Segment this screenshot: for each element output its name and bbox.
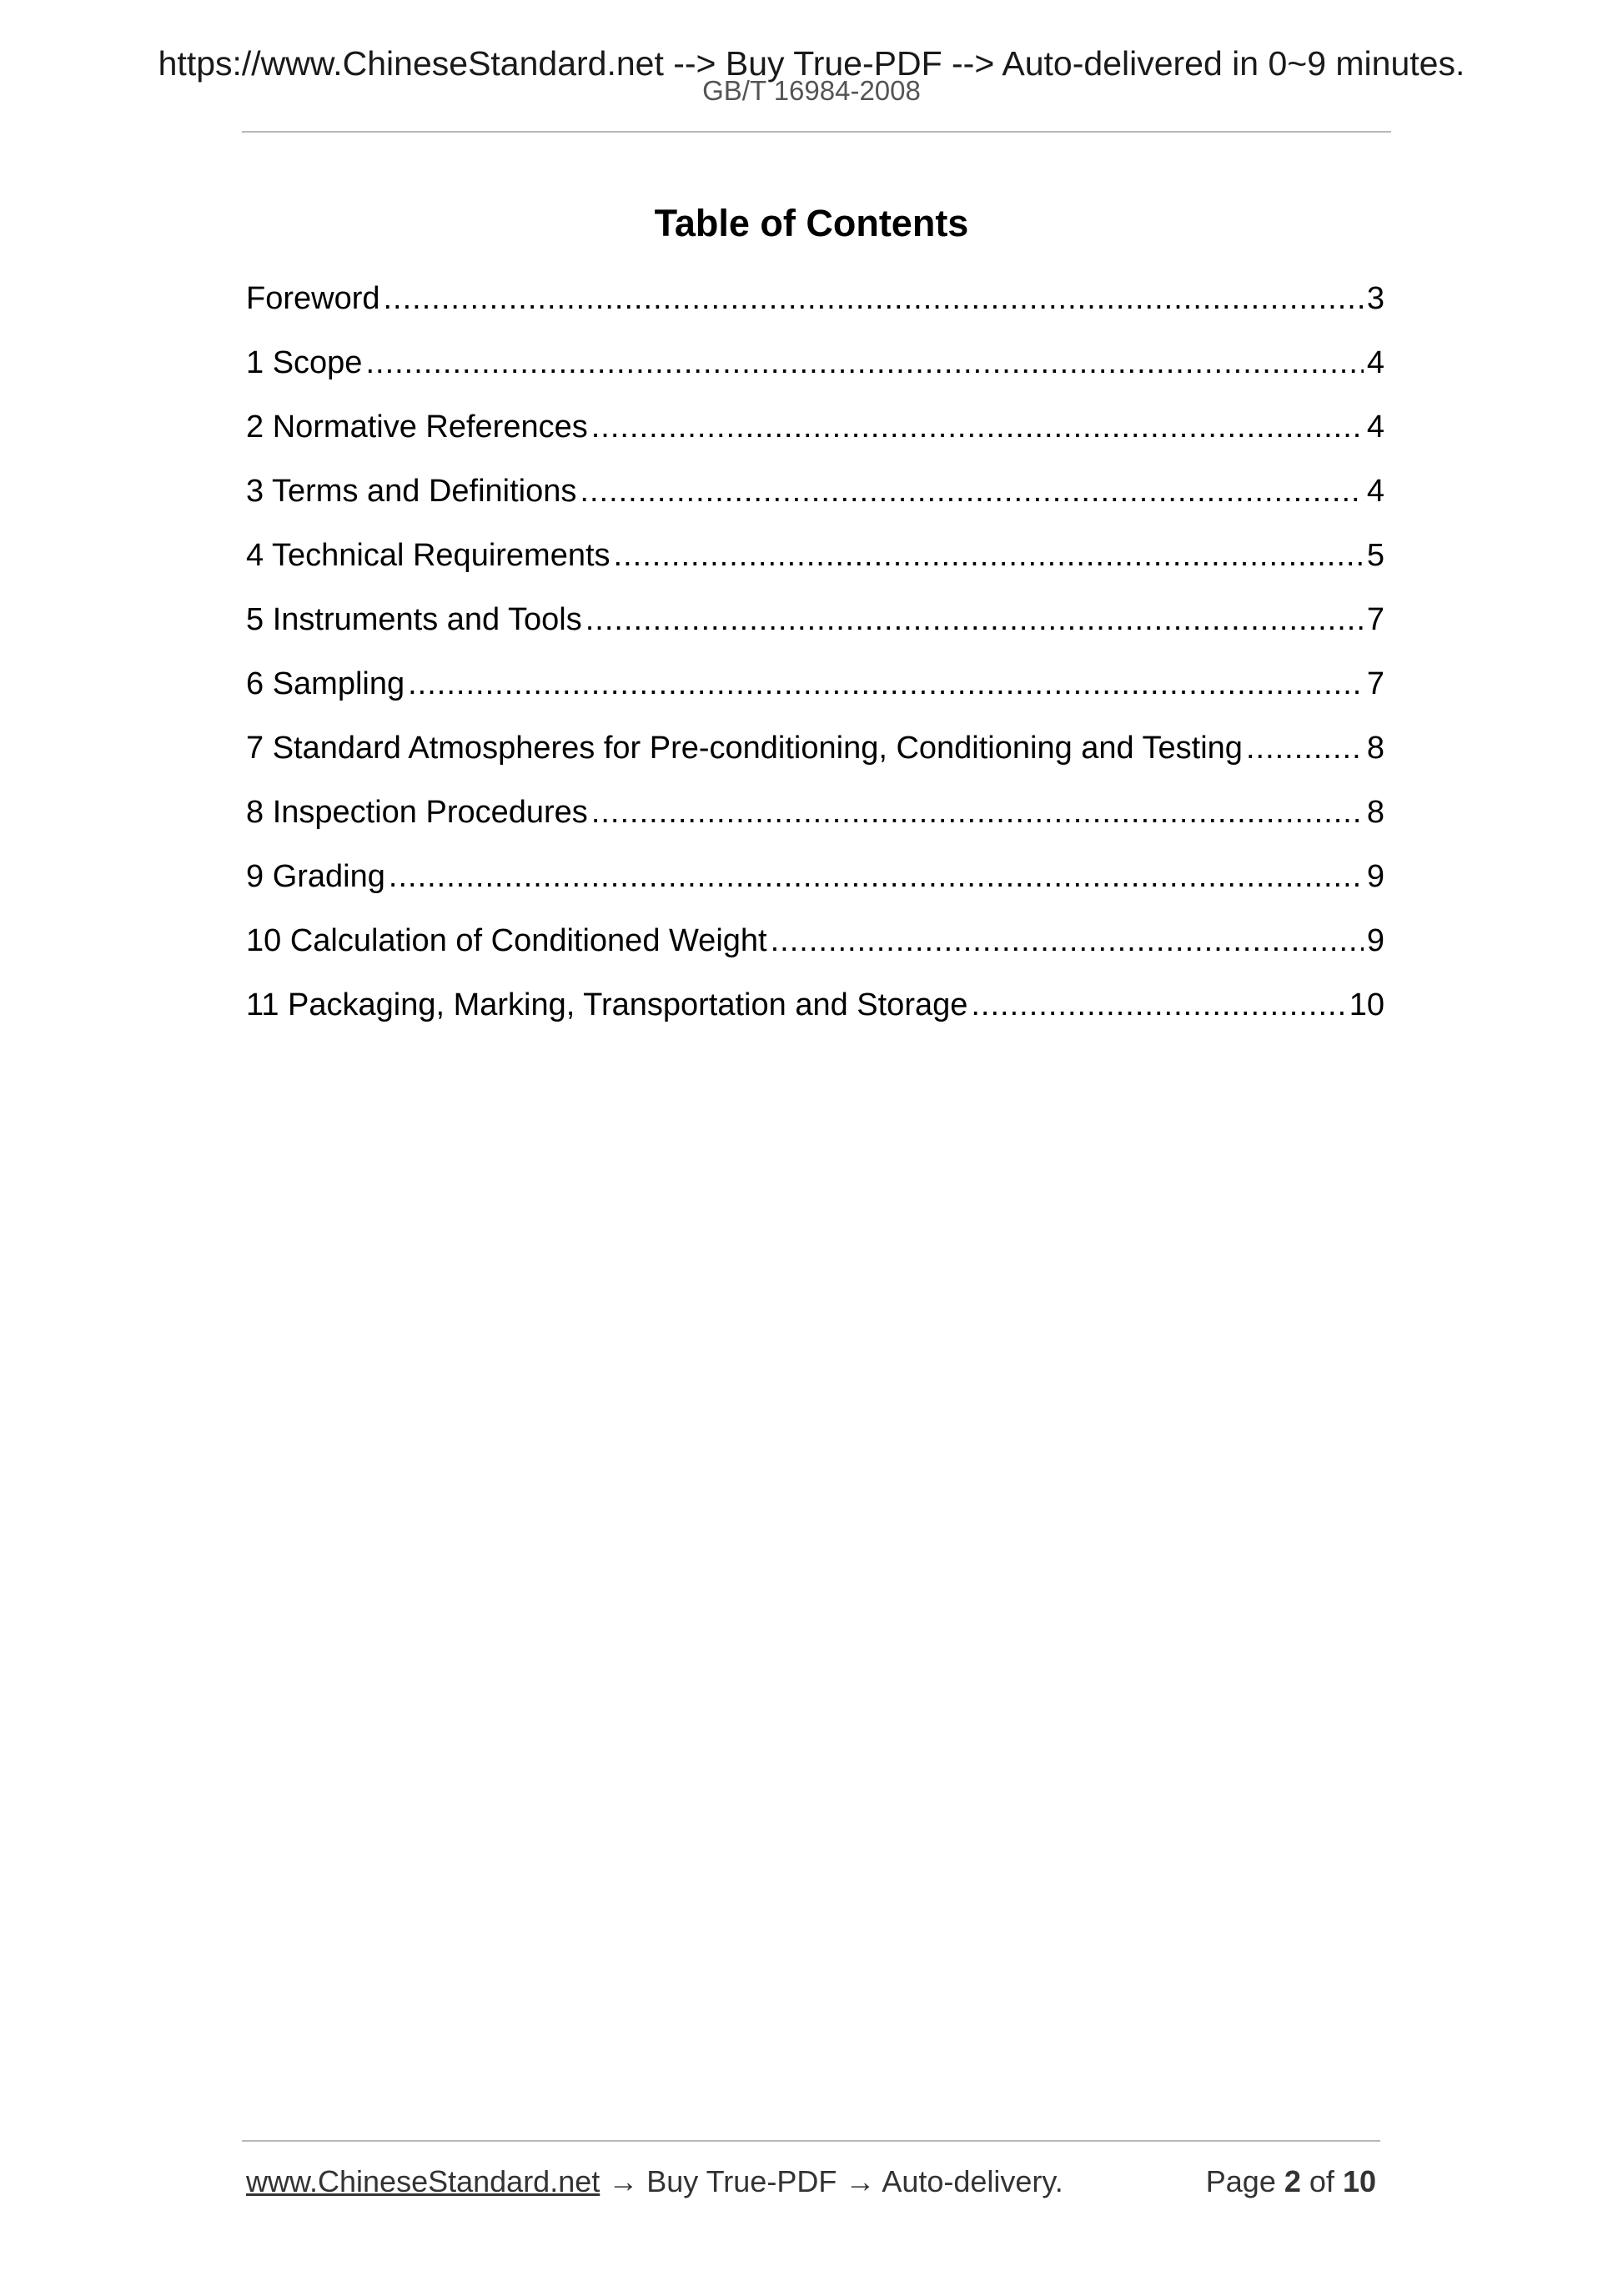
page-current: 2 <box>1284 2164 1301 2198</box>
toc-dot-leader <box>771 920 1364 962</box>
toc-entry-page: 9 <box>1366 859 1384 894</box>
toc-dot-leader <box>408 663 1364 705</box>
top-banner: https://www.ChineseStandard.net --> Buy True-PDF --> Auto-delivered in 0~9 minutes. <box>158 44 1465 83</box>
toc-entry-label: 9 Grading <box>246 859 385 894</box>
toc-entry-page: 10 <box>1349 987 1384 1022</box>
toc-entry-label: 4 Technical Requirements <box>246 538 611 573</box>
toc-entry-packaging[interactable] <box>246 984 1384 1048</box>
toc-entry-page: 8 <box>1366 731 1384 766</box>
footer-promo <box>246 2163 1063 2200</box>
toc-entry-label: 2 Normative References <box>246 409 588 445</box>
toc-entry-page: 7 <box>1366 666 1384 701</box>
toc-entry-page: 8 <box>1366 795 1384 830</box>
document-code: GB/T 16984-2008 <box>702 75 921 106</box>
toc-entry-label: Foreword <box>246 281 380 316</box>
toc-dot-leader <box>591 406 1364 448</box>
toc-entry-standard-atmospheres[interactable] <box>246 727 1384 791</box>
toc-dot-leader <box>585 599 1364 641</box>
footer-divider <box>242 2140 1380 2142</box>
toc-entry-label: 6 Sampling <box>246 666 405 701</box>
toc-entry-page: 4 <box>1366 409 1384 445</box>
toc-entry-label: 7 Standard Atmospheres for Pre-conditioning, Conditioning and Testing <box>246 731 1243 766</box>
toc-entry-label: 5 Instruments and Tools <box>246 602 582 637</box>
page-number <box>1206 2163 1376 2200</box>
toc-entry-page: 4 <box>1366 345 1384 380</box>
toc-dot-leader <box>365 342 1363 384</box>
toc-dot-leader <box>614 535 1364 576</box>
toc-entry-instruments-tools[interactable] <box>246 599 1384 663</box>
toc-entry-technical-requirements[interactable] <box>246 535 1384 599</box>
toc-dot-leader <box>1246 727 1364 769</box>
header-divider <box>242 131 1391 133</box>
toc-entry-inspection-procedures[interactable] <box>246 791 1384 856</box>
toc-entry-sampling[interactable] <box>246 663 1384 727</box>
toc-dot-leader <box>580 470 1363 512</box>
page-total: 10 <box>1342 2164 1376 2198</box>
toc-dot-leader <box>389 856 1364 897</box>
toc-entry-page: 7 <box>1366 602 1384 637</box>
toc-title: Table of Contents <box>654 202 969 244</box>
toc-entry-page: 5 <box>1366 538 1384 573</box>
toc-entry-label: 11 Packaging, Marking, Transportation and Storage <box>246 987 968 1022</box>
toc-entry-label: 3 Terms and Definitions <box>246 474 577 509</box>
toc-dot-leader <box>384 278 1364 319</box>
toc-entry-page: 3 <box>1366 281 1384 316</box>
toc-entry-foreword[interactable] <box>246 278 1384 342</box>
toc-entry-label: 10 Calculation of Conditioned Weight <box>246 923 767 958</box>
footer-site-link[interactable]: www.ChineseStandard.net <box>246 2164 600 2198</box>
footer-tagline: → Buy True-PDF → Auto-delivery. <box>600 2164 1063 2198</box>
table-of-contents <box>246 278 1384 1048</box>
toc-entry-scope[interactable] <box>246 342 1384 406</box>
toc-entry-grading[interactable] <box>246 856 1384 920</box>
toc-dot-leader <box>591 791 1364 833</box>
toc-entry-conditioned-weight[interactable] <box>246 920 1384 984</box>
toc-dot-leader <box>971 984 1345 1026</box>
toc-entry-page: 4 <box>1366 474 1384 509</box>
toc-entry-label: 1 Scope <box>246 345 363 380</box>
toc-entry-terms-definitions[interactable] <box>246 470 1384 535</box>
toc-entry-label: 8 Inspection Procedures <box>246 795 588 830</box>
page-of: of <box>1309 2164 1334 2198</box>
toc-entry-page: 9 <box>1366 923 1384 958</box>
toc-entry-normative-references[interactable] <box>246 406 1384 470</box>
page-word: Page <box>1205 2164 1276 2198</box>
